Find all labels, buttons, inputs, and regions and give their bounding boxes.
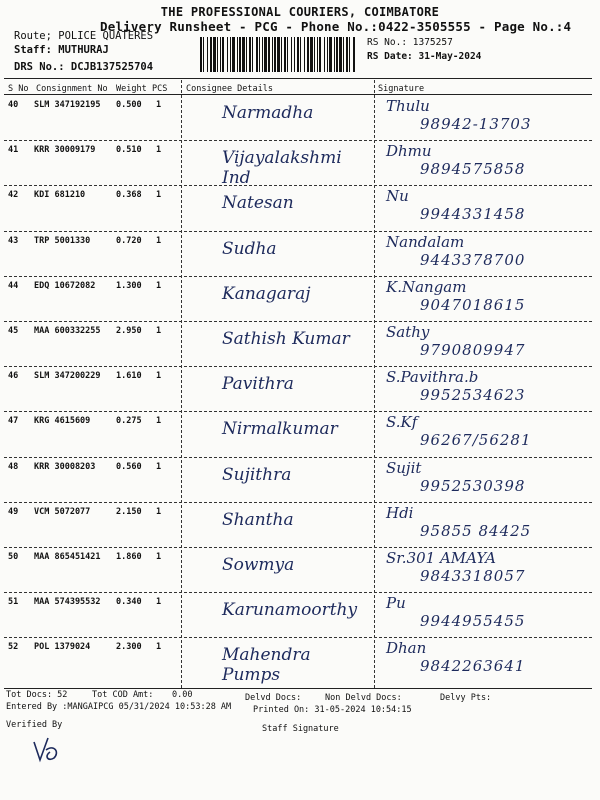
barcode-bar bbox=[252, 37, 253, 72]
row-sno: 50 bbox=[8, 552, 19, 562]
barcode-bar bbox=[274, 37, 276, 72]
row-consignee-name: Kanagaraj bbox=[222, 283, 311, 304]
row-sno: 40 bbox=[8, 100, 19, 110]
row-phone: 9842263641 bbox=[420, 657, 526, 676]
row-signature: Nu bbox=[386, 187, 409, 206]
barcode-bar bbox=[262, 37, 263, 72]
barcode-bar bbox=[317, 37, 318, 72]
route-label: Route; POLICE QUATERES bbox=[14, 30, 154, 42]
row-divider bbox=[4, 366, 592, 367]
barcode-bar bbox=[230, 37, 231, 72]
row-consignee-name: Sathish Kumar bbox=[222, 329, 350, 349]
barcode-bar bbox=[307, 37, 309, 72]
row-sno: 48 bbox=[8, 461, 19, 472]
entered-by: Entered By :MANGAIPCG 05/31/2024 10:53:28 AM bbox=[6, 702, 232, 712]
row-pcs: 1 bbox=[156, 280, 162, 291]
row-consignment-no: MAA 600332255 bbox=[34, 326, 101, 336]
row-consignee-name: Sujithra bbox=[222, 464, 292, 485]
non-delivered-docs: Non Delvd Docs: bbox=[325, 693, 402, 703]
row-pcs: 1 bbox=[156, 461, 162, 472]
verifier-signature-mark bbox=[28, 730, 68, 770]
row-pcs: 1 bbox=[156, 416, 162, 427]
row-weight: 0.720 bbox=[116, 235, 142, 246]
row-sno: 46 bbox=[8, 371, 19, 382]
row-weight: 1.300 bbox=[116, 280, 142, 291]
row-weight: 2.150 bbox=[116, 506, 142, 517]
total-cod-label: Tot COD Amt: bbox=[92, 690, 154, 700]
row-consignee-name: Vijayalakshmi Ind bbox=[222, 148, 342, 189]
row-signature: Nandalam bbox=[386, 232, 465, 251]
barcode-bar bbox=[237, 37, 238, 72]
row-weight: 2.300 bbox=[116, 642, 142, 653]
col-header-consignee: Consignee Details bbox=[186, 84, 273, 94]
delivery-points: Delvy Pts: bbox=[440, 693, 492, 703]
row-pcs: 1 bbox=[156, 597, 162, 608]
staff-signature-label: Staff Signature bbox=[262, 724, 339, 734]
row-weight: 0.340 bbox=[116, 597, 142, 608]
row-sno: 41 bbox=[8, 145, 19, 156]
row-signature: Sr.301 AMAYA bbox=[386, 549, 496, 567]
row-divider bbox=[4, 592, 592, 593]
barcode-bar bbox=[319, 37, 321, 72]
row-phone: 9894575858 bbox=[420, 160, 526, 179]
row-phone: 9952530398 bbox=[420, 476, 526, 495]
total-docs: Tot Docs: 52 bbox=[6, 690, 68, 700]
row-divider bbox=[4, 502, 592, 503]
barcode-bar bbox=[314, 37, 315, 72]
row-sno: 51 bbox=[8, 597, 19, 608]
row-weight: 1.860 bbox=[116, 552, 142, 562]
row-phone: 9843318057 bbox=[420, 567, 526, 585]
barcode-bar bbox=[291, 37, 292, 72]
barcode-bar bbox=[346, 37, 348, 72]
printed-on: Printed On: 31-05-2024 10:54:15 bbox=[253, 705, 412, 715]
row-pcs: 1 bbox=[156, 371, 162, 382]
row-signature: S.Pavithra.b bbox=[386, 368, 479, 387]
row-consignee-name: Nirmalkumar bbox=[222, 419, 338, 440]
row-divider bbox=[4, 637, 592, 638]
barcode-bar bbox=[210, 37, 212, 72]
barcode-bar bbox=[227, 37, 228, 72]
page-title: THE PROFESSIONAL COURIERS, COIMBATORE bbox=[160, 5, 440, 19]
barcode-bar bbox=[256, 37, 258, 72]
col-header-consignment: Consignment No bbox=[36, 84, 108, 94]
row-consignment-no: VCM 5072077 bbox=[34, 506, 91, 517]
row-phone: 96267/56281 bbox=[420, 431, 532, 450]
row-divider bbox=[4, 276, 592, 277]
barcode-bar bbox=[343, 37, 344, 72]
row-consignment-no: TRP 5001330 bbox=[34, 235, 91, 246]
drs-number: DRS No.: DCJB137525704 bbox=[14, 61, 154, 73]
barcode-bar bbox=[272, 37, 273, 72]
row-signature: K.Nangam bbox=[386, 277, 467, 296]
row-consignment-no: KDI 681210 bbox=[34, 190, 86, 201]
row-consignment-no: MAA 574395532 bbox=[34, 597, 101, 608]
barcode-bar bbox=[339, 37, 342, 72]
page-subtitle: Delivery Runsheet - PCG - Phone No.:0422-3505555 - Page No.:4 bbox=[100, 19, 572, 34]
row-divider bbox=[4, 140, 592, 141]
row-weight: 0.368 bbox=[116, 190, 142, 201]
rs-date: RS Date: 31-May-2024 bbox=[367, 51, 482, 62]
row-consignee-name: Shantha bbox=[222, 509, 294, 530]
barcode-bar bbox=[232, 37, 235, 72]
barcode-bar bbox=[310, 37, 313, 72]
barcode-bar bbox=[324, 37, 325, 72]
column-divider bbox=[374, 80, 375, 688]
delivered-docs: Delvd Docs: bbox=[245, 693, 302, 703]
row-consignment-no: MAA 865451421 bbox=[34, 552, 101, 562]
row-sno: 44 bbox=[8, 280, 19, 291]
row-phone: 98942-13703 bbox=[420, 115, 532, 133]
barcode-bar bbox=[207, 37, 208, 72]
barcode-bar bbox=[277, 37, 280, 72]
row-pcs: 1 bbox=[156, 552, 162, 562]
barcode-bar bbox=[220, 37, 221, 72]
barcode-bar bbox=[246, 37, 247, 72]
row-consignment-no: KRR 30008203 bbox=[34, 461, 96, 472]
row-consignee-name: Pavithra bbox=[222, 374, 294, 395]
row-pcs: 1 bbox=[156, 100, 162, 110]
row-divider bbox=[4, 231, 592, 232]
barcode-bar bbox=[284, 37, 286, 72]
row-consignee-name: Natesan bbox=[222, 193, 294, 214]
row-consignment-no: POL 1379024 bbox=[34, 642, 91, 653]
row-signature: Sujit bbox=[386, 458, 422, 477]
row-signature: Dhmu bbox=[386, 142, 432, 161]
row-consignee-name: Karunamoorthy bbox=[222, 600, 358, 621]
total-cod-value: 0.00 bbox=[172, 690, 193, 700]
row-weight: 0.560 bbox=[116, 461, 142, 472]
row-consignment-no: KRR 30009179 bbox=[34, 145, 96, 156]
table-header-border bbox=[4, 94, 592, 95]
barcode-bar bbox=[329, 37, 332, 72]
row-consignee-name: Sowmya bbox=[222, 555, 295, 575]
row-sno: 49 bbox=[8, 506, 19, 517]
row-divider bbox=[4, 411, 592, 412]
row-consignee-name: Narmadha bbox=[222, 103, 314, 123]
barcode-bar bbox=[239, 37, 241, 72]
row-phone: 95855 84425 bbox=[420, 521, 532, 540]
col-header-sno: S No bbox=[8, 84, 29, 94]
barcode-bar bbox=[213, 37, 216, 72]
table-top-border bbox=[4, 78, 592, 79]
row-pcs: 1 bbox=[156, 326, 162, 336]
row-signature: Dhan bbox=[386, 639, 427, 658]
barcode-bar bbox=[268, 37, 270, 72]
barcode-bar bbox=[353, 37, 355, 72]
barcode-bar bbox=[349, 37, 350, 72]
row-consignment-no: SLM 347192195 bbox=[34, 100, 101, 110]
row-signature: Thulu bbox=[386, 97, 430, 115]
footer-border bbox=[4, 688, 592, 689]
barcode-bar bbox=[242, 37, 245, 72]
row-weight: 1.610 bbox=[116, 371, 142, 382]
rs-number: RS No.: 1375257 bbox=[367, 37, 453, 48]
column-divider bbox=[181, 80, 182, 688]
row-divider bbox=[4, 457, 592, 458]
row-consignment-no: KRG 4615609 bbox=[34, 416, 91, 427]
row-signature: Pu bbox=[386, 594, 406, 613]
row-sno: 45 bbox=[8, 326, 19, 336]
row-phone: 9443378700 bbox=[420, 250, 526, 269]
row-pcs: 1 bbox=[156, 506, 162, 517]
barcode-bar bbox=[287, 37, 288, 72]
barcode-bar bbox=[281, 37, 282, 72]
barcode-bar bbox=[200, 37, 202, 72]
row-consignment-no: SLM 347200229 bbox=[34, 371, 101, 382]
barcode-bar bbox=[222, 37, 224, 72]
staff-label: Staff: MUTHURAJ bbox=[14, 44, 109, 56]
barcode-bar bbox=[336, 37, 338, 72]
barcode-bar bbox=[327, 37, 328, 72]
row-signature: S.Kf bbox=[386, 413, 418, 432]
barcode-bar bbox=[203, 37, 204, 72]
row-phone: 9944955455 bbox=[420, 612, 526, 631]
row-sno: 52 bbox=[8, 642, 19, 653]
barcode-bar bbox=[249, 37, 251, 72]
col-header-weight: Weight bbox=[116, 84, 147, 94]
row-pcs: 1 bbox=[156, 145, 162, 156]
barcode-bar bbox=[217, 37, 218, 72]
row-sno: 47 bbox=[8, 416, 19, 427]
barcode-image bbox=[198, 37, 358, 72]
row-phone: 9047018615 bbox=[420, 295, 526, 314]
row-consignment-no: EDQ 10672082 bbox=[34, 280, 96, 291]
row-consignee-name: Sudha bbox=[222, 238, 277, 259]
row-pcs: 1 bbox=[156, 190, 162, 201]
barcode-bar bbox=[297, 37, 299, 72]
row-divider bbox=[4, 547, 592, 548]
row-phone: 9952534623 bbox=[420, 386, 526, 405]
row-sno: 43 bbox=[8, 235, 19, 246]
row-signature: Hdi bbox=[386, 503, 414, 522]
row-pcs: 1 bbox=[156, 235, 162, 246]
barcode-bar bbox=[304, 37, 305, 72]
barcode-bar bbox=[294, 37, 295, 72]
row-weight: 0.275 bbox=[116, 416, 142, 427]
row-phone: 9944331458 bbox=[420, 205, 526, 224]
row-divider bbox=[4, 321, 592, 322]
barcode-bar bbox=[300, 37, 301, 72]
row-weight: 0.510 bbox=[116, 145, 142, 156]
row-consignee-name: Mahendra Pumps bbox=[222, 645, 311, 686]
row-signature: Sathy bbox=[386, 323, 430, 341]
col-header-signature: Signature bbox=[378, 84, 425, 94]
row-weight: 0.500 bbox=[116, 100, 142, 110]
barcode-bar bbox=[334, 37, 335, 72]
barcode-bar bbox=[264, 37, 267, 72]
verified-by: Verified By bbox=[6, 720, 63, 730]
row-weight: 2.950 bbox=[116, 326, 142, 336]
barcode-bar bbox=[259, 37, 260, 72]
row-pcs: 1 bbox=[156, 642, 162, 653]
row-sno: 42 bbox=[8, 190, 19, 201]
row-divider bbox=[4, 185, 592, 186]
col-header-pcs: PCS bbox=[152, 84, 168, 94]
row-phone: 9790809947 bbox=[420, 341, 526, 359]
